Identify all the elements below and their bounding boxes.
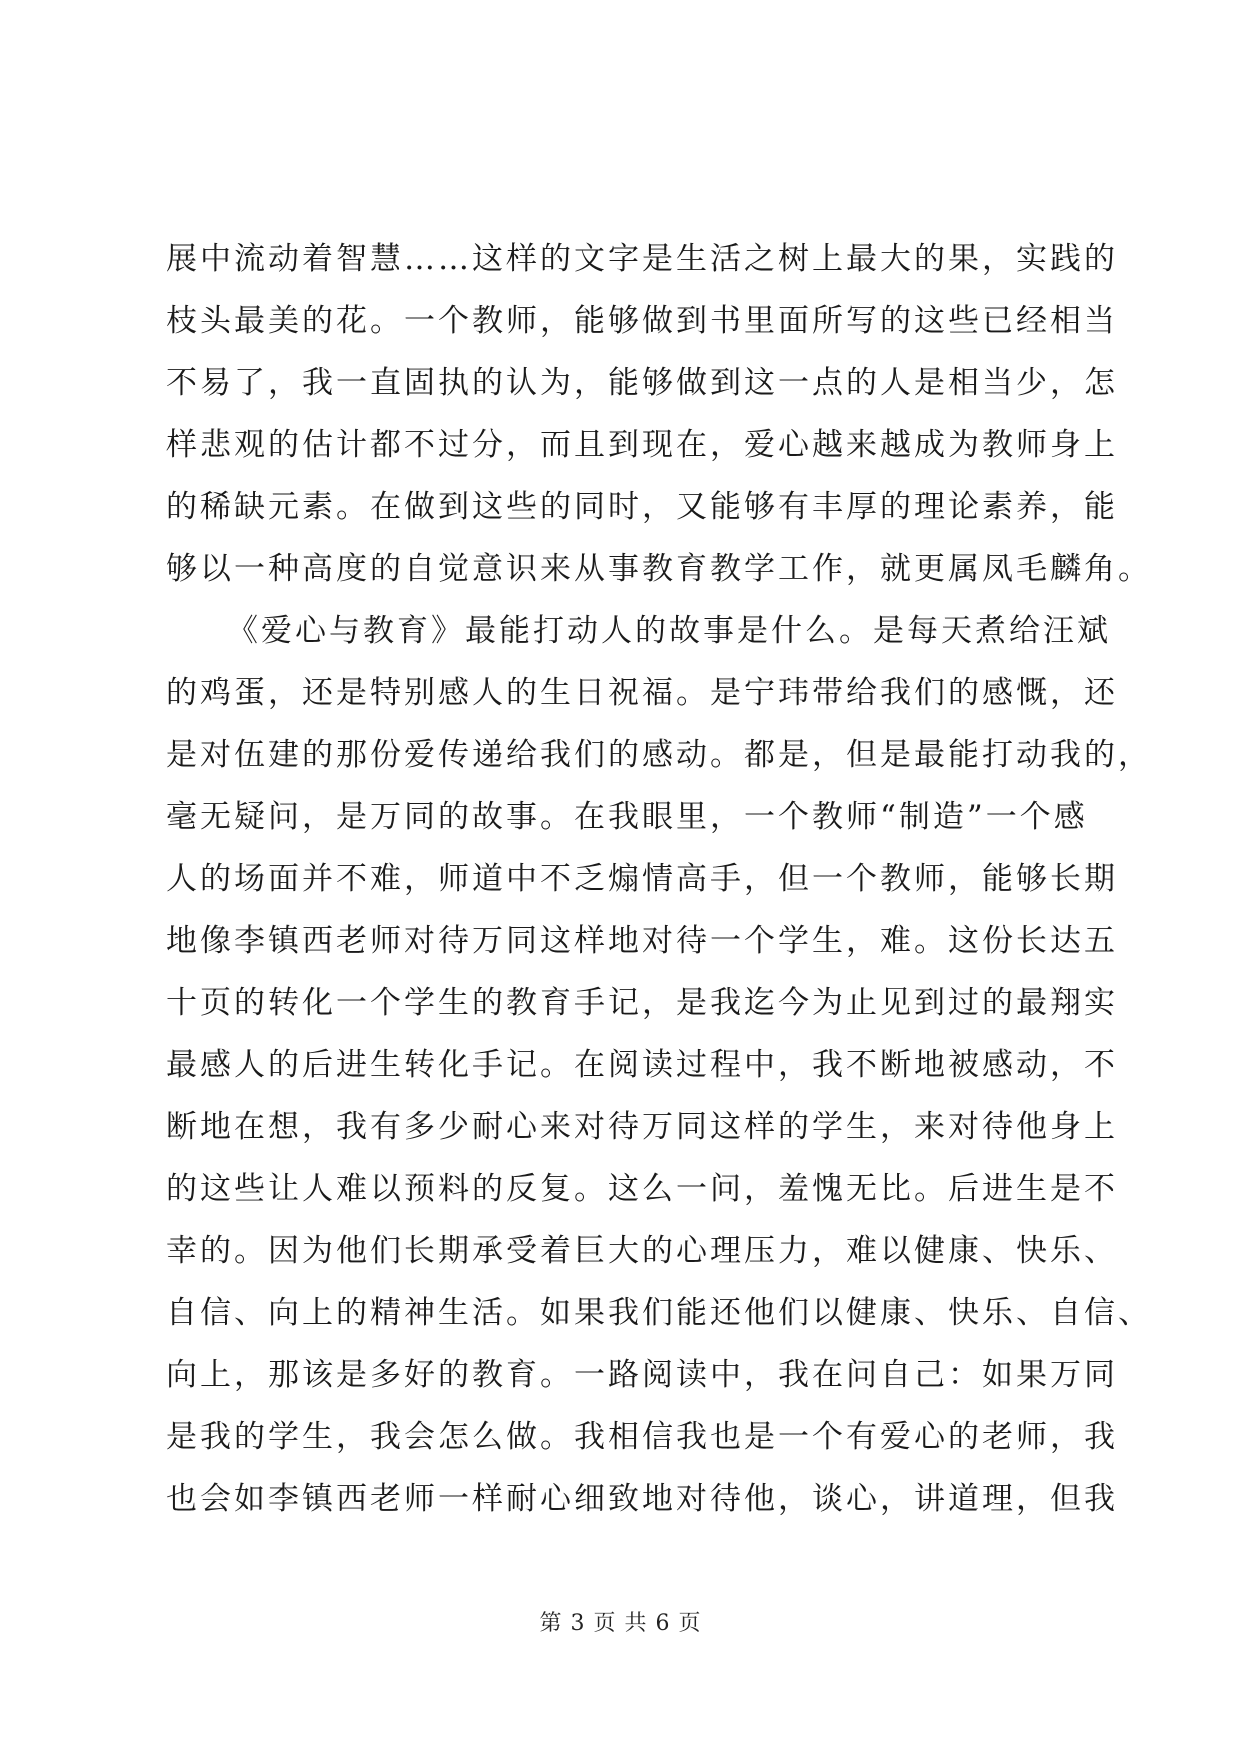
text-line: 也会如李镇西老师一样耐心细致地对待他，谈心，讲道理，但我 <box>166 1481 1118 1517</box>
text-line: 样悲观的估计都不过分，而且到现在，爱心越来越成为教师身上 <box>166 427 1118 463</box>
text-line: 展中流动着智慧……这样的文字是生活之树上最大的果，实践的 <box>166 241 1118 277</box>
text-line: 幸的。因为他们长期承受着巨大的心理压力，难以健康、快乐、 <box>166 1233 1118 1269</box>
text-line: 的稀缺元素。在做到这些的同时，又能够有丰厚的理论素养，能 <box>166 489 1118 525</box>
text-line: 自信、向上的精神生活。如果我们能还他们以健康、快乐、自信、 <box>166 1295 1152 1331</box>
text-line: 的鸡蛋，还是特别感人的生日祝福。是宁玮带给我们的感慨，还 <box>166 675 1118 711</box>
text-line: 的这些让人难以预料的反复。这么一问，羞愧无比。后进生是不 <box>166 1171 1118 1207</box>
text-line: 最感人的后进生转化手记。在阅读过程中，我不断地被感动，不 <box>166 1047 1118 1083</box>
text-line: 够以一种高度的自觉意识来从事教育教学工作，就更属凤毛麟角。 <box>166 551 1152 587</box>
text-line: 十页的转化一个学生的教育手记，是我迄今为止见到过的最翔实 <box>166 985 1118 1021</box>
text-line: 向上，那该是多好的教育。一路阅读中，我在问自己：如果万同 <box>166 1357 1118 1393</box>
page-number-footer: 第 3 页 共 6 页 <box>539 1611 702 1636</box>
text-line: 毫无疑问，是万同的故事。在我眼里，一个教师“制造”一个感 <box>166 799 1088 835</box>
paragraph-first-line: 《爱心与教育》最能打动人的故事是什么。是每天煮给汪斌 <box>227 613 1111 649</box>
text-line: 是我的学生，我会怎么做。我相信我也是一个有爱心的老师，我 <box>166 1419 1118 1455</box>
text-line: 是对伍建的那份爱传递给我们的感动。都是，但是最能打动我的， <box>166 737 1152 773</box>
text-line: 不易了，我一直固执的认为，能够做到这一点的人是相当少，怎 <box>166 365 1118 401</box>
body-text <box>166 228 1152 1530</box>
text-line: 枝头最美的花。一个教师，能够做到书里面所写的这些已经相当 <box>166 303 1118 339</box>
text-line: 断地在想，我有多少耐心来对待万同这样的学生，来对待他身上 <box>166 1109 1118 1145</box>
text-line: 人的场面并不难，师道中不乏煽情高手，但一个教师，能够长期 <box>166 861 1118 897</box>
text-line: 地像李镇西老师对待万同这样地对待一个学生，难。这份长达五 <box>166 923 1118 959</box>
